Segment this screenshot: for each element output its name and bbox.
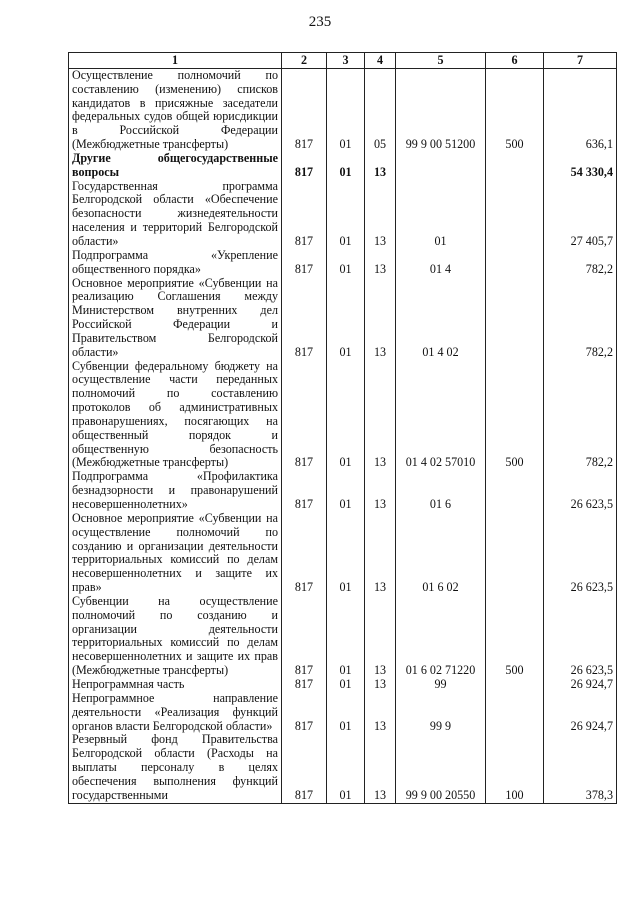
table-row [69,733,617,803]
expense-type-code: 500 [486,68,544,152]
subsection-code: 13 [365,249,396,277]
admin-code: 817 [282,733,327,803]
subsection-code: 13 [365,470,396,512]
subsection-code: 05 [365,68,396,152]
page-number: 235 [308,14,332,30]
amount: 27 405,7 [544,180,617,249]
admin-code: 817 [282,277,327,360]
amount: 636,1 [544,68,617,152]
row-description: Основное мероприятие «Субвенции на реализацию Соглашения между Министерством внутренних дел Российской Федерации и Правительством Белгородской области» [69,277,282,360]
admin-code: 817 [282,180,327,249]
amount: 26 623,5 [544,512,617,595]
target-article-code: 99 9 00 20550 [396,733,486,803]
row-description: Подпрограмма «Укрепление общественного порядка» [69,249,282,277]
target-article-code: 01 4 02 [396,277,486,360]
table-row [69,360,617,471]
amount: 378,3 [544,733,617,803]
section-code: 01 [327,733,365,803]
section-code: 01 [327,512,365,595]
target-article-code: 01 6 [396,470,486,512]
section-code: 01 [327,678,365,692]
table-row [69,152,617,180]
column-header: 4 [365,53,396,69]
subsection-code: 13 [365,678,396,692]
table-row [69,277,617,360]
admin-code: 817 [282,692,327,734]
target-article-code: 99 [396,678,486,692]
target-article-code: 01 6 02 71220 [396,595,486,678]
target-article-code: 99 9 00 51200 [396,68,486,152]
expense-type-code [486,249,544,277]
budget-table [68,52,617,804]
row-description: Непрограммная часть [69,678,282,692]
table-row [69,595,617,678]
section-code: 01 [327,692,365,734]
section-code: 01 [327,470,365,512]
row-description: Резервный фонд Правительства Белгородской области (Расходы на выплаты персоналу в целях обеспечения выполнения функций государственными [69,733,282,803]
row-description: Государственная программа Белгородской области «Обеспечение безопасности жизнедеятельности населения и территорий Белгородской области» [69,180,282,249]
table-row [69,68,617,152]
row-description: Субвенции федеральному бюджету на осуществление части переданных полномочий по составлению протоколов об административных правонарушениях, посягающих на общественный порядок и общественную безопасность (Межбюджетные трансферты) [69,360,282,471]
row-description: Непрограммное направление деятельности «Реализация функций органов власти Белгородской области» [69,692,282,734]
target-article-code: 01 [396,180,486,249]
target-article-code: 01 4 02 57010 [396,360,486,471]
expense-type-code [486,470,544,512]
section-code: 01 [327,595,365,678]
admin-code: 817 [282,595,327,678]
column-header: 1 [69,53,282,69]
expense-type-code [486,692,544,734]
expense-type-code [486,277,544,360]
subsection-code: 13 [365,595,396,678]
amount: 782,2 [544,360,617,471]
expense-type-code: 500 [486,360,544,471]
column-header: 7 [544,53,617,69]
expense-type-code [486,678,544,692]
table-header-row [69,53,617,69]
section-code: 01 [327,180,365,249]
amount: 26 623,5 [544,470,617,512]
table-row [69,692,617,734]
table-row [69,470,617,512]
subsection-code: 13 [365,360,396,471]
subsection-code: 13 [365,512,396,595]
target-article-code: 01 4 [396,249,486,277]
admin-code: 817 [282,512,327,595]
column-header: 3 [327,53,365,69]
target-article-code: 01 6 02 [396,512,486,595]
section-code: 01 [327,152,365,180]
row-description: Осуществление полномочий по составлению (изменению) списков кандидатов в присяжные заседатели федеральных судов общей юрисдикции в Российской Федерации (Межбюджетные трансферты) [69,68,282,152]
amount: 782,2 [544,249,617,277]
expense-type-code: 100 [486,733,544,803]
expense-type-code [486,152,544,180]
expense-type-code [486,512,544,595]
target-article-code [396,152,486,180]
expense-type-code: 500 [486,595,544,678]
section-code: 01 [327,68,365,152]
section-code: 01 [327,249,365,277]
subsection-code: 13 [365,692,396,734]
row-description: Основное мероприятие «Субвенции на осуществление полномочий по созданию и организации деятельности территориальных комиссий по делам несовершеннолетних и защите их прав» [69,512,282,595]
amount: 26 924,7 [544,692,617,734]
row-description: Субвенции на осуществление полномочий по созданию и организации деятельности территориальных комиссий по делам несовершеннолетних и защите их прав (Межбюджетные трансферты) [69,595,282,678]
subsection-code: 13 [365,152,396,180]
admin-code: 817 [282,470,327,512]
table-row [69,678,617,692]
admin-code: 817 [282,678,327,692]
admin-code: 817 [282,152,327,180]
amount: 26 623,5 [544,595,617,678]
admin-code: 817 [282,68,327,152]
amount: 26 924,7 [544,678,617,692]
admin-code: 817 [282,360,327,471]
expense-type-code [486,180,544,249]
table-row [69,249,617,277]
table-row [69,180,617,249]
column-header: 2 [282,53,327,69]
admin-code: 817 [282,249,327,277]
subsection-code: 13 [365,277,396,360]
amount: 782,2 [544,277,617,360]
row-description: Подпрограмма «Профилактика безнадзорности и правонарушений несовершеннолетних» [69,470,282,512]
target-article-code: 99 9 [396,692,486,734]
amount: 54 330,4 [544,152,617,180]
section-code: 01 [327,360,365,471]
column-header: 5 [396,53,486,69]
section-code: 01 [327,277,365,360]
subsection-code: 13 [365,180,396,249]
table-row [69,512,617,595]
row-description: Другие общегосударственные вопросы [69,152,282,180]
column-header: 6 [486,53,544,69]
subsection-code: 13 [365,733,396,803]
